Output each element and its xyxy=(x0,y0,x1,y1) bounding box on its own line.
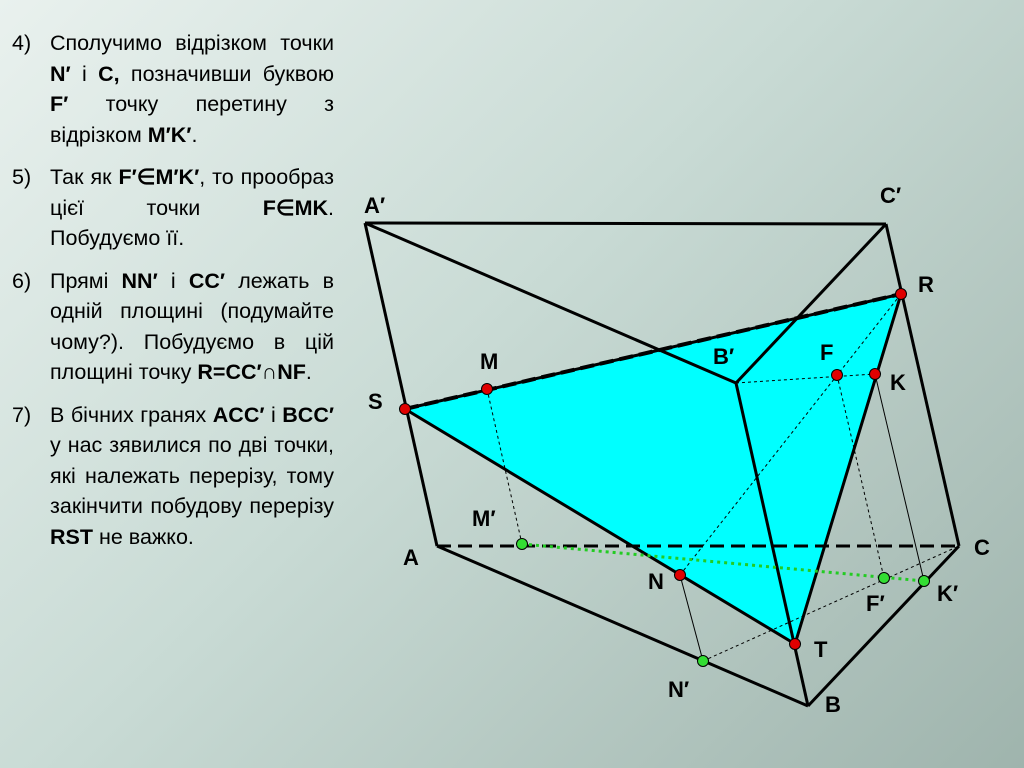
step-text-run: і xyxy=(70,61,99,86)
point-n-prime xyxy=(698,656,709,667)
step-bold-run: C, xyxy=(98,61,120,86)
step-text-run: . xyxy=(305,360,312,384)
point-s xyxy=(400,404,411,415)
step-text-run: і xyxy=(264,402,283,427)
step-bold-run: CC′ xyxy=(188,268,226,293)
label-c: C xyxy=(974,535,990,560)
label-f-prime: F′ xyxy=(866,591,885,616)
point-n xyxy=(675,570,686,581)
label-a-prime: A′ xyxy=(364,193,386,218)
step-text-run: , то прообраз цієї точки xyxy=(50,165,335,220)
step-bold-run: BCC′ xyxy=(282,402,334,427)
step-bold-run: M′K′ xyxy=(147,122,192,147)
point-f xyxy=(832,370,843,381)
label-f: F xyxy=(820,340,834,365)
label-t: T xyxy=(814,637,828,662)
label-k-prime: K′ xyxy=(937,581,959,606)
step-bold-run: ACC′ xyxy=(212,402,265,427)
point-k xyxy=(870,369,881,380)
label-a: A xyxy=(403,545,419,570)
step-bold-run: N′ xyxy=(50,61,71,86)
point-f-prime xyxy=(879,573,890,584)
step-number: 4) xyxy=(12,31,32,55)
point-m-prime xyxy=(517,539,528,550)
step-text-run: Сполучимо відрізком точки xyxy=(50,31,334,55)
edge-a-prime-a xyxy=(365,223,437,546)
label-n-prime: N′ xyxy=(668,677,690,702)
step-number: 5) xyxy=(12,165,32,189)
step-text-run: і xyxy=(157,268,189,293)
label-n: N xyxy=(648,569,664,594)
step-text-run: В бічних гранях xyxy=(50,402,213,427)
line-k-k-prime xyxy=(875,374,924,581)
edge-a-prime-b-prime xyxy=(365,223,736,383)
step-text-run: точку перетину з відрізком xyxy=(50,92,334,147)
step-bold-run: RST xyxy=(50,524,93,549)
label-b-prime: B′ xyxy=(713,344,735,369)
edge-b-c xyxy=(808,546,959,706)
step-bold-run: F′∈M′K′ xyxy=(118,165,200,189)
point-r xyxy=(896,289,907,300)
label-s: S xyxy=(368,389,383,414)
point-t xyxy=(790,639,801,650)
step-text-run: . xyxy=(191,122,198,147)
point-k-prime xyxy=(919,576,930,587)
label-c-prime: C′ xyxy=(880,183,902,208)
step-text-run: . Побудуємо її. xyxy=(50,195,334,250)
point-m xyxy=(482,384,493,395)
step-bold-run: F′ xyxy=(50,92,69,116)
edge-a-prime-c-prime xyxy=(365,223,886,224)
step-text-run: позначивши буквою xyxy=(119,61,334,86)
step-bold-run: F∈MK xyxy=(262,195,329,220)
label-m-prime: M′ xyxy=(472,506,496,531)
label-k: K xyxy=(890,370,906,395)
step-bold-run: R=CC′∩NF xyxy=(197,360,306,384)
step-number: 7) xyxy=(12,402,32,427)
label-m: M xyxy=(480,349,499,374)
step-text-run: лежать в одній площині (подумайте чому?). Побудуємо в цій площині точку xyxy=(50,268,334,384)
step-bold-run: NN′ xyxy=(121,268,158,293)
step-text-run: Прямі xyxy=(50,268,122,293)
step-text-run: у нас зявилися по дві точки, які належать перерізу, тому закінчити побудову перерізу xyxy=(50,433,334,518)
step-text-run: Так як xyxy=(50,165,119,189)
step-text-run: не важко. xyxy=(93,524,194,549)
label-b: B xyxy=(825,692,841,717)
label-r: R xyxy=(918,272,934,297)
step-number: 6) xyxy=(12,268,32,293)
